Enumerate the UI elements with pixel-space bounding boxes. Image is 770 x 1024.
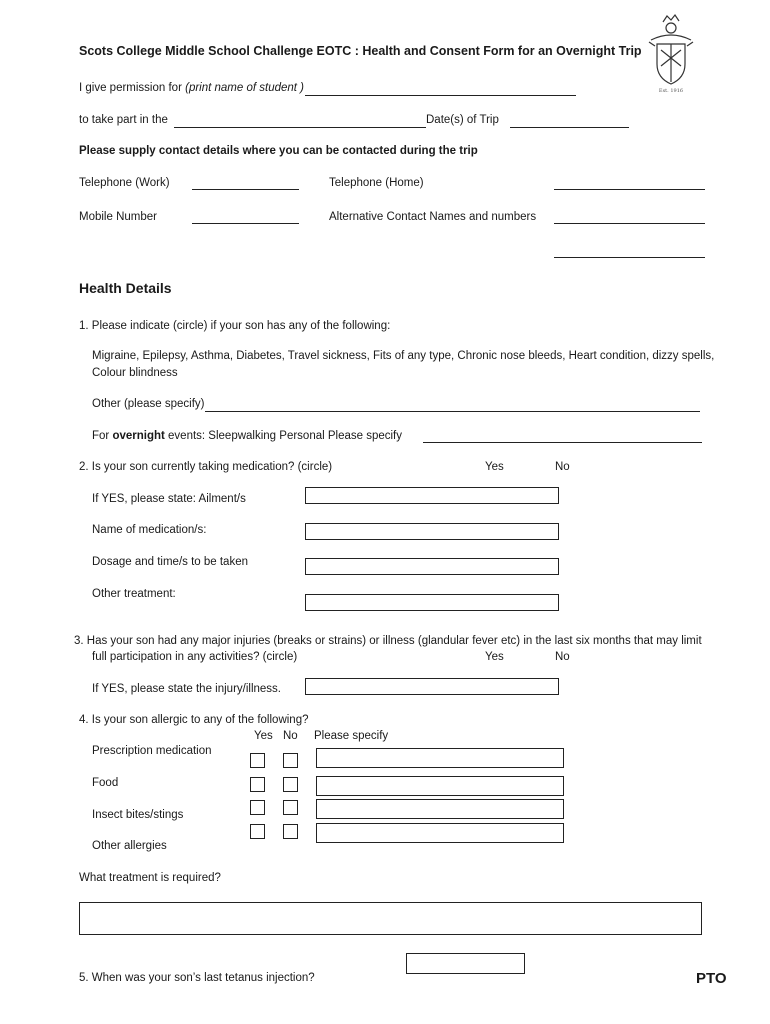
allergy-prescription-specify-input[interactable] [316, 748, 564, 768]
health-heading: Health Details [79, 280, 172, 296]
treatment-required-input[interactable] [79, 902, 702, 935]
allergy-insect-no-checkbox[interactable] [283, 800, 298, 815]
allergy-other-yes-checkbox[interactable] [250, 824, 265, 839]
q2-no[interactable]: No [555, 461, 570, 473]
q3-text: 3. Has your son had any major injuries (breaks or strains) or illness (glandular fever etc) in the last six months that may limit [74, 635, 702, 647]
allergy-yes-header: Yes [254, 730, 273, 742]
allergy-prescription-yes-checkbox[interactable] [250, 753, 265, 768]
other-treatment-input[interactable] [305, 594, 559, 611]
q1-text: 1. Please indicate (circle) if your son has any of the following: [79, 320, 391, 332]
ailments-input[interactable] [305, 487, 559, 504]
tel-work-field[interactable] [192, 189, 299, 190]
allergy-food-yes-checkbox[interactable] [250, 777, 265, 792]
trip-name-field[interactable] [174, 127, 426, 128]
other-treatment-label: Other treatment: [92, 588, 176, 600]
pto-label: PTO [696, 970, 727, 987]
treatment-required-label: What treatment is required? [79, 872, 221, 884]
school-crest-logo [645, 12, 697, 94]
allergy-food-specify-input[interactable] [316, 776, 564, 796]
permission-text: I give permission for (print name of student ) [79, 82, 305, 94]
allergy-prescription-no-checkbox[interactable] [283, 753, 298, 768]
injury-input[interactable] [305, 678, 559, 695]
dosage-label: Dosage and time/s to be taken [92, 556, 248, 568]
ailments-label: If YES, please state: Ailment/s [92, 493, 246, 505]
q3-text-cont: full participation in any activities? (circle) [92, 651, 298, 663]
mobile-field[interactable] [192, 223, 299, 224]
tel-home-field[interactable] [554, 189, 705, 190]
q4-text: 4. Is your son allergic to any of the following? [79, 714, 309, 726]
conditions-list-cont: Colour blindness [92, 367, 178, 379]
allergy-label-prescription: Prescription medication [92, 745, 212, 757]
other-specify-label: Other (please specify) [92, 398, 205, 410]
svg-text:Est. 1916: Est. 1916 [658, 88, 684, 94]
overnight-label: For overnight events: Sleepwalking Personal Please specify [92, 430, 403, 442]
q3-yes[interactable]: Yes [485, 651, 504, 663]
q2-text: 2. Is your son currently taking medication? (circle) [79, 461, 333, 473]
allergy-insect-yes-checkbox[interactable] [250, 800, 265, 815]
allergy-no-header: No [283, 730, 298, 742]
allergy-label-other: Other allergies [92, 840, 167, 852]
allergy-specify-header: Please specify [314, 730, 389, 742]
conditions-list: Migraine, Epilepsy, Asthma, Diabetes, Travel sickness, Fits of any type, Chronic nose bleeds, Heart condition, dizzy spells, [92, 350, 715, 362]
contact-heading: Please supply contact details where you can be contacted during the trip [79, 145, 478, 157]
allergy-food-no-checkbox[interactable] [283, 777, 298, 792]
alt-contacts-field-1[interactable] [554, 223, 705, 224]
allergy-insect-specify-input[interactable] [316, 799, 564, 819]
alt-contacts-label: Alternative Contact Names and numbers [329, 211, 537, 223]
medication-label: Name of medication/s: [92, 524, 207, 536]
allergy-label-insect: Insect bites/stings [92, 809, 184, 821]
allergy-other-no-checkbox[interactable] [283, 824, 298, 839]
mobile-label: Mobile Number [79, 211, 157, 223]
overnight-specify-field[interactable] [423, 442, 702, 443]
tel-home-label: Telephone (Home) [329, 177, 424, 189]
allergy-other-specify-input[interactable] [316, 823, 564, 843]
dosage-input[interactable] [305, 558, 559, 575]
q2-yes[interactable]: Yes [485, 461, 504, 473]
other-specify-field[interactable] [205, 411, 700, 412]
q3-no[interactable]: No [555, 651, 570, 663]
form-title: Scots College Middle School Challenge EOTC : Health and Consent Form for an Overnight Trip [79, 44, 642, 58]
trip-dates-label: Date(s) of Trip [426, 114, 499, 126]
alt-contacts-field-2[interactable] [554, 257, 705, 258]
medication-input[interactable] [305, 523, 559, 540]
q5-text: 5. When was your son’s last tetanus injection? [79, 972, 315, 984]
trip-dates-field[interactable] [510, 127, 629, 128]
injury-label: If YES, please state the injury/illness. [92, 683, 281, 695]
student-name-field[interactable] [305, 95, 576, 96]
allergy-label-food: Food [92, 777, 119, 789]
tel-work-label: Telephone (Work) [79, 177, 170, 189]
tetanus-date-input[interactable] [406, 953, 525, 974]
trip-label: to take part in the [79, 114, 168, 126]
